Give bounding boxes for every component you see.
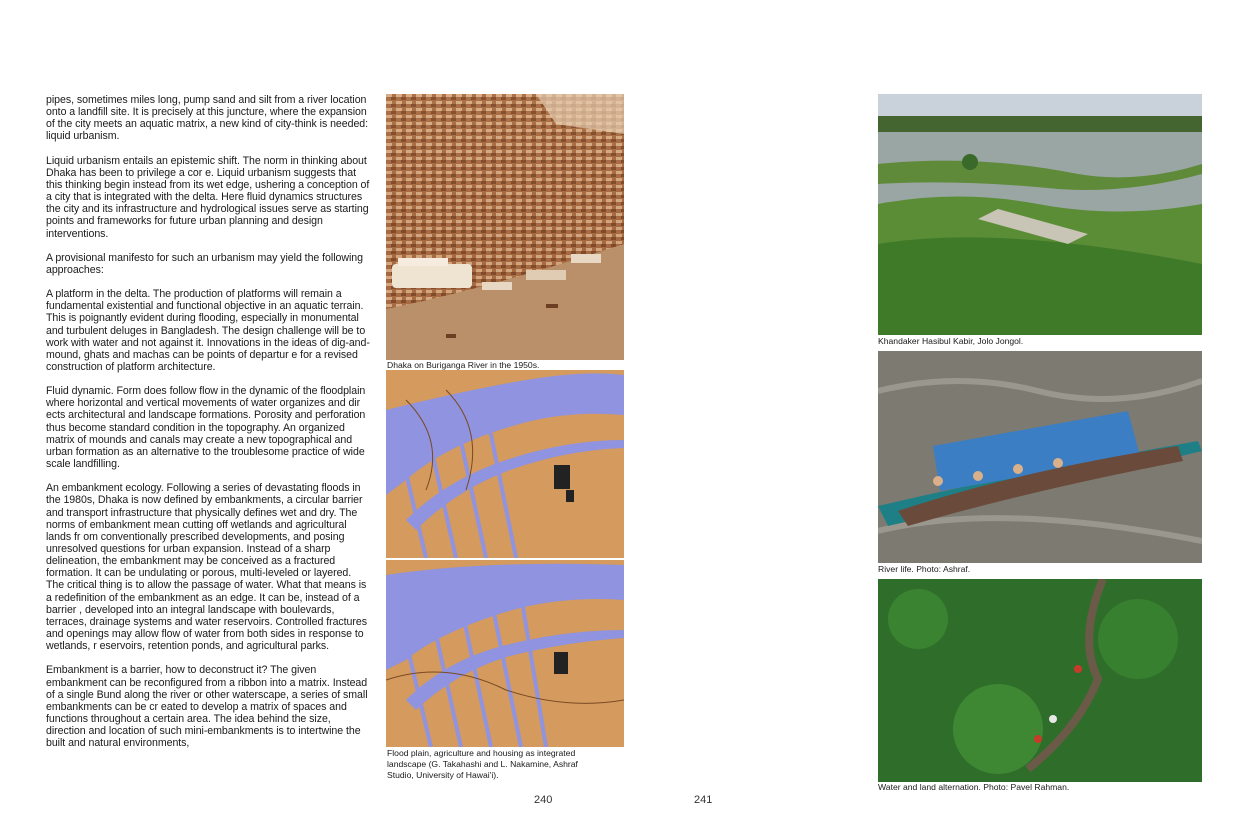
body-text-column — [46, 94, 370, 762]
river-life-photo — [878, 351, 1202, 563]
dhaka-aerial-photo — [386, 94, 624, 360]
paragraph: Embankment is a barrier, how to deconstruct it? The given embankment can be reconfigured from a ribbon into a matrix. Instead of a single Bund along the river or other waterscape, a series of small embankments can be cr eated to develop a matrix of spaces and functions throughout a certain area. The idea behind the size, direction and location of such mini-embankments is to intertwine the built and natural environments, — [46, 664, 368, 750]
jolo-jongol-photo — [878, 94, 1202, 335]
flood-plain-model-top — [386, 370, 624, 558]
paragraph: Fluid dynamic. Form does follow flow in the dynamic of the floodplain where horizontal and vertical movements of water organizes and dir ects architectural and landscape formations. Porosity and perforation thus become standard condition in the topography. An organized matrix of mounds and canals may create a new topographical and urban formation as an alternative to the troublesome practice of wide scale landfilling. — [46, 385, 366, 471]
paragraph: A provisional manifesto for such an urbanism may yield the following approaches: — [46, 251, 363, 276]
paragraph: Liquid urbanism entails an epistemic shift. The norm in thinking about Dhaka has been to privilege a cor e. Liquid urbanism suggests that this thinking begin instead from its wet edge, ushering a conception of a city that is integrated with the delta. Here fluid dynamics structures the city and its infrastructure and hydrological issues serve as starting points and frameworks for future urban planning and design interventions. — [46, 154, 370, 240]
jolo-jongol-caption: Khandaker Hasibul Kabir, Jolo Jongol. — [878, 336, 1024, 346]
paragraph: pipes, sometimes miles long, pump sand and silt from a river location onto a landfill site. It is precisely at this juncture, where the expansion of the city meets an aquatic matrix, a new kind of city-think is needed: liquid urbanism. — [46, 94, 369, 143]
page-number-left: 240 — [534, 794, 553, 806]
river-life-caption: River life. Photo: Ashraf. — [878, 564, 971, 574]
water-land-caption: Water and land alternation. Photo: Pavel Rahman. — [878, 782, 1070, 792]
flood-plain-caption: Flood plain, agriculture and housing as integrated landscape (G. Takahashi and L. Nakamine, Ashraf Studio, University of Hawai'i). — [387, 748, 578, 780]
paragraph: An embankment ecology. Following a series of devastating floods in the 1980s, Dhaka is now defined by embankments, a circular barrier and transport infrastructure that physically defines wet and dry. The norms of embankment mean cutting off wetlands and agricultural lands fr om conventionally prescribed developments, and posing unresolved questions for urban expansion. Instead of a sharp delineation, the embankment may be conceived as a fractured formation. It can be undulating or porous, multi-leveled or layered. The critical thing is to allow the passage of water. What that means is a redefinition of the embankment as an edge. It can be, instead of a barrier , developed into an integral landscape with boulevards, terraces, drainage systems and water reservoirs. Controlled fractures and openings may allow flow of water from both sides in response to wetlands, r eservoirs, retention ponds, and agricultural parks. — [46, 482, 367, 653]
page-number-right: 241 — [694, 794, 713, 806]
dhaka-river-caption: Dhaka on Buriganga River in the 1950s. — [387, 360, 540, 370]
water-land-photo — [878, 579, 1202, 782]
flood-plain-model-bottom — [386, 560, 624, 747]
paragraph: A platform in the delta. The production of platforms will remain a fundamental existential and functional objective in an aquatic terrain. This is poignantly evident during flooding, especially in monumental and turbulent deluges in Bangladesh. The design challenge will be to work with water and not against it. Innovations in the ideas of dig-and-mound, ghats and machas can be points of departur e for a revised construction of platform architecture. — [46, 288, 370, 373]
